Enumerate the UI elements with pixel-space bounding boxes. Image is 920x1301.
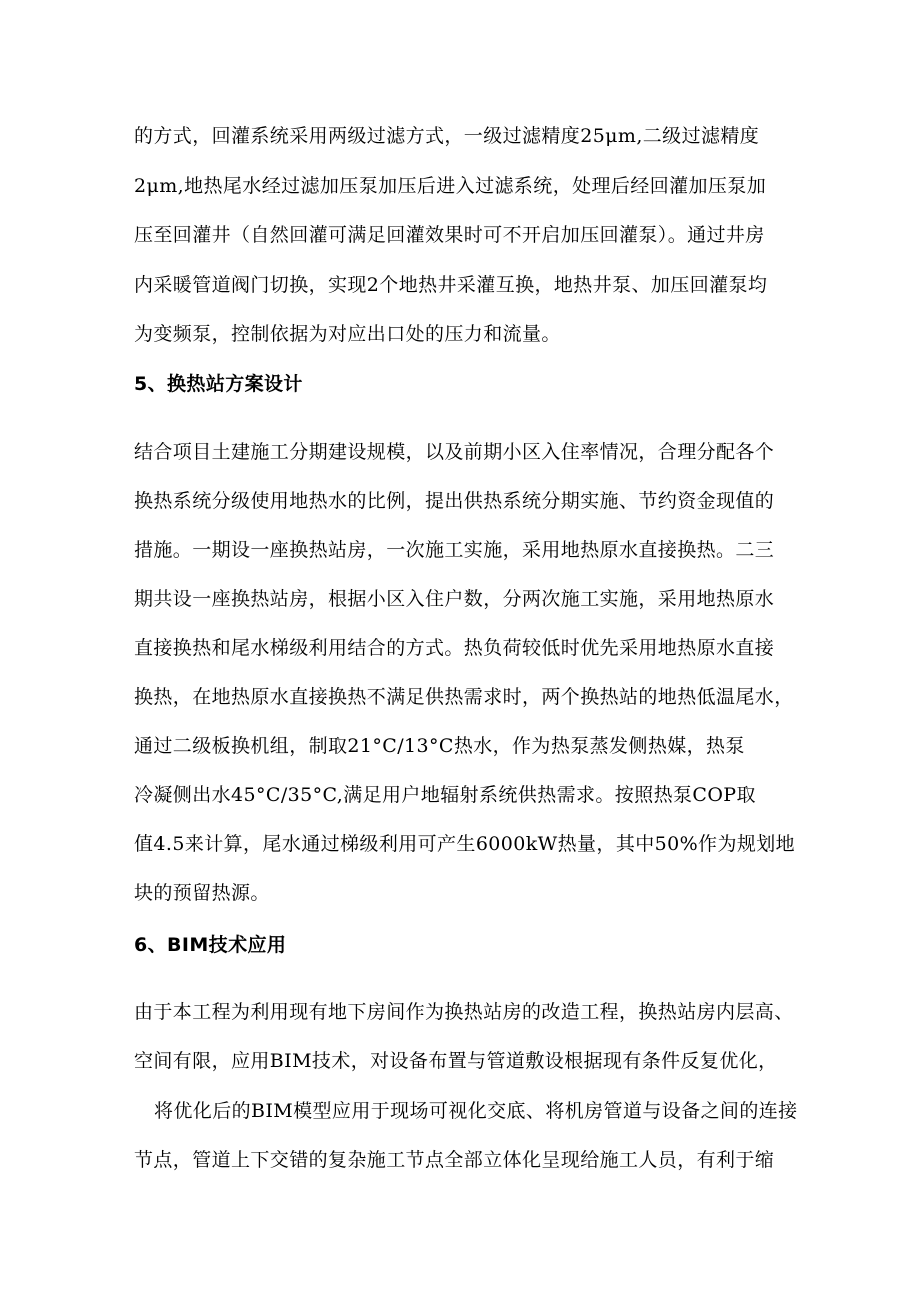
section-6-line-1: 由于本工程为利用现有地下房间作为换热站房的改造工程，换热站房内层高、 <box>134 1001 794 1023</box>
section-5-line-2: 换热系统分级使用地热水的比例，提出供热系统分期实施、节约资金现值的 <box>134 490 775 512</box>
section-6-line-2: 空间有限，应用BIM技术，对设备布置与管道敷设根据现有条件反复优化， <box>134 1050 778 1072</box>
paragraph-1-line-5: 为变频泵，控制依据为对应出口处的压力和流量。 <box>134 323 561 345</box>
paragraph-1-line-2: 2μm,地热尾水经过滤加压泵加压后进入过滤系统，处理后经回灌加压泵加 <box>134 175 767 197</box>
section-5-line-4: 期共设一座换热站房，根据小区入住户数，分两次施工实施，采用地热原水 <box>134 588 775 610</box>
section-5-line-3: 措施。一期设一座换热站房，一次施工实施，采用地热原水直接换热。二三 <box>134 539 775 561</box>
section-5-line-10: 块的预留热源。 <box>134 882 270 904</box>
section-5-line-5: 直接换热和尾水梯级利用结合的方式。热负荷较低时优先采用地热原水直接 <box>134 637 775 659</box>
section-5-line-6: 换热，在地热原水直接换热不满足供热需求时，两个换热站的地热低温尾水， <box>134 686 794 708</box>
section-6-line-3: 将优化后的BIM模型应用于现场可视化交底、将机房管道与设备之间的连接 <box>154 1100 798 1122</box>
section-5-line-7: 通过二级板换机组，制取21°C/13°C热水，作为热泵蒸发侧热媒，热泵 <box>134 735 745 757</box>
paragraph-1-line-4: 内采暖管道阀门切换，实现2个地热井采灌互换，地热井泵、加压回灌泵均 <box>134 274 768 296</box>
paragraph-1-line-1: 的方式，回灌系统采用两级过滤方式，一级过滤精度25μm,二级过滤精度 <box>134 125 760 147</box>
section-5-line-1: 结合项目土建施工分期建设规模，以及前期小区入住率情况，合理分配各个 <box>134 441 775 463</box>
section-6-line-4: 节点，管道上下交错的复杂施工节点全部立体化呈现给施工人员，有利于缩 <box>134 1149 775 1171</box>
section-5-heading: 5、换热站方案设计 <box>134 373 303 395</box>
section-5-line-8: 冷凝侧出水45°C/35°C,满足用户地辐射系统供热需求。按照热泵COP取 <box>134 784 756 806</box>
section-5-line-9: 值4.5来计算，尾水通过梯级利用可产生6000kW热量，其中50%作为规划地 <box>134 833 796 855</box>
section-6-heading: 6、BIM技术应用 <box>134 934 287 956</box>
paragraph-1-line-3: 压至回灌井（自然回灌可满足回灌效果时可不开启加压回灌泵）。通过井房 <box>134 224 765 246</box>
